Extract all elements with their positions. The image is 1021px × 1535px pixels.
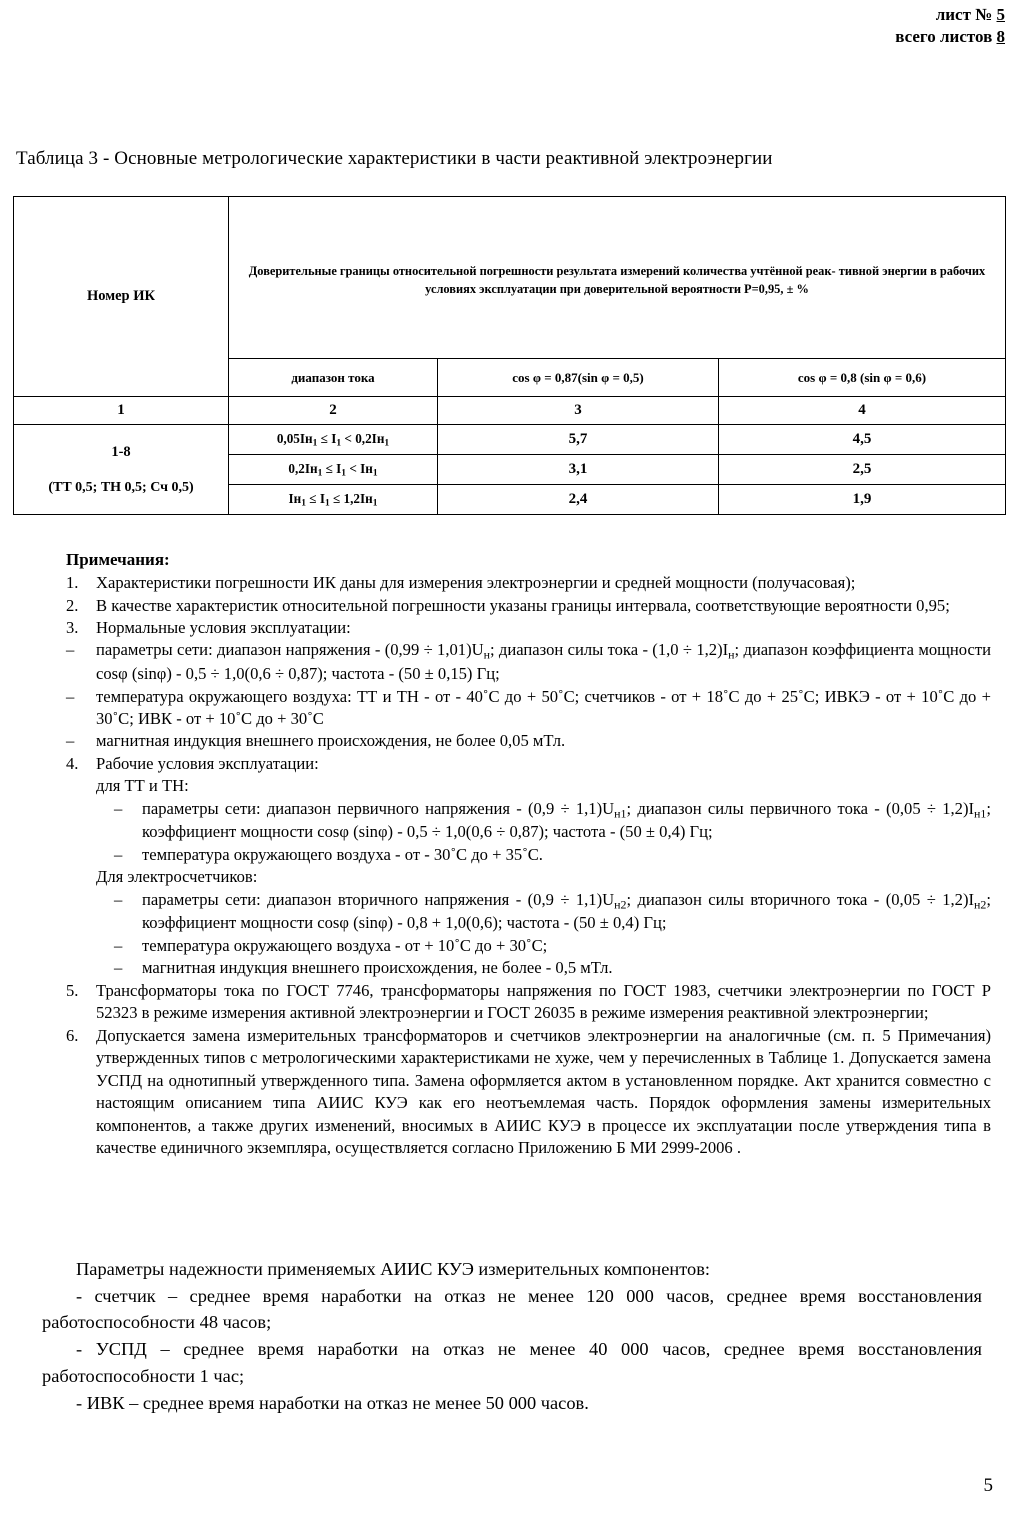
page-number: 5 [983, 1475, 993, 1496]
sheet-header [895, 4, 1005, 49]
total-sheets-line [895, 26, 1005, 48]
note-item-3 [66, 617, 991, 639]
value-cos087-cell: 5,7 [438, 425, 719, 455]
note-marker: 2. [66, 595, 79, 615]
note-text: температура окружающего воздуха: ТТ и ТН - от - 40˚С до + 50˚С; счетчиков - от + 18˚С до + 25˚С; ИВКЭ - от + 10˚С до + 30˚С; ИВК - от + 10˚С до + 30˚С [96, 686, 991, 728]
header-cell-ik-number: Номер ИК [14, 197, 229, 397]
table-header-row-main [14, 197, 1006, 359]
sheet-number-value: 5 [996, 5, 1005, 24]
note-text: Трансформаторы тока по ГОСТ 7746, трансформаторы напряжения по ГОСТ 1983, счетчики электроэнергии по ГОСТ Р 52323 в режиме измерения активной электроэнергии и ГОСТ 26035 в режиме измерения реактивной электроэнергии; [96, 980, 991, 1023]
note-marker: 3. [66, 618, 79, 637]
metrology-table [13, 196, 1006, 515]
subheader-cos-08: cos φ = 0,8 (sin φ = 0,6) [719, 359, 1006, 397]
current-range-cell: $Iн_1 \le I_1 \le 1,2Iн_1$ [229, 485, 438, 515]
note-text: Рабочие условия эксплуатации: [96, 753, 319, 773]
value-cos08-cell: 2,5 [719, 455, 1006, 485]
note-text: магнитная индукция внешнего происхождения, не более - 0,5 мТл. [142, 958, 613, 978]
note-item-6 [66, 1025, 991, 1160]
note-item-4-g2-sub-1 [114, 889, 991, 935]
note-text: Нормальные условия эксплуатации: [96, 618, 351, 637]
note-item-4 [66, 753, 991, 775]
ik-group-detail: (ТТ 0,5; ТН 0,5; Сч 0,5) [48, 480, 194, 496]
note-item-1 [66, 572, 991, 594]
column-number-4: 4 [719, 397, 1006, 425]
total-sheets-label: всего листов [895, 27, 993, 47]
table-caption: Таблица 3 - Основные метрологические характеристики в части реактивной электроэнергии [16, 148, 773, 169]
metrology-table-wrapper [13, 196, 1005, 515]
note-marker: 5. [66, 980, 79, 1000]
note-item-2 [66, 595, 991, 617]
current-range-cell: $0,05Iн_1 \le I_1 < 0,2Iн_1$ [229, 425, 438, 455]
column-number-1: 1 [14, 397, 229, 425]
reliability-ivk: - ИВК – среднее время наработки на отказ не менее 50 000 часов. [76, 1392, 589, 1413]
note-text: Характеристики погрешности ИК даны для измерения электроэнергии и средней мощности (получасовая); [96, 573, 856, 593]
table-row [14, 425, 1006, 455]
note-text: параметры сети: диапазон напряжения - $(0,99 \div 1,01)U_н$; диапазон силы тока - $(1,0 \div 1,2)I_н$; диапазон коэффициента мощности cosφ (sinφ) - 0,5 ÷ 1,0(0,6 ÷ 0,87); частота - (50 ± 0,15) Гц; [96, 640, 991, 684]
value-cos087-cell: 3,1 [438, 455, 719, 485]
note-text: Допускается замена измерительных трансформаторов и счетчиков электроэнергии на аналогичные (см. п. 5 Примечания) утвержденных типов с метрологическими характеристиками не хуже, чем у перечисленных в Таблице 1. Допускается замена УСПД на однотипный утвержденного типа. Замена оформляется актом в установленном порядке. Акт хранится совместно с настоящим описанием типа АИИС КУЭ как его неотъемлемая часть. Порядок оформления замены измерительных компонентов, а также других изменений, вносимых в АИИС КУЭ в процессе их эксплуатации после утверждения типа в качестве единичного экземпляра, осуществляется согласно Приложению Б МИ 2999-2006 . [96, 1025, 991, 1158]
current-range-cell: $0,2Iн_1 \le I_1 < Iн_1$ [229, 455, 438, 485]
header-span-line-1: Доверительные границы относительной погрешности результата измерений количества учтённой реак- [248, 263, 836, 278]
reliability-uspd: - УСПД – среднее время наработки на отказ не менее 40 000 часов, среднее время восстановления работоспособности 1 час; [42, 1339, 982, 1386]
note-text: температура окружающего воздуха - от - 30˚С до + 35˚С. [142, 844, 543, 864]
header-span-line-2: тивной энергии в рабочих условиях эксплуатации при доверительной вероятности Р=0,95, ± % [425, 263, 986, 296]
sheet-number-line [895, 4, 1005, 26]
note-item-4-g1-sub-1 [114, 798, 991, 844]
value-cos087-cell: 2,4 [438, 485, 719, 515]
note-item-5 [66, 980, 991, 1025]
note-dash-marker: – [114, 798, 123, 818]
note-item-4-g2-sub-2 [114, 935, 991, 957]
ik-group-number: 1-8 [111, 443, 131, 460]
note-dash-marker: – [114, 935, 123, 955]
note-dash-marker: – [66, 731, 75, 751]
notes-section [66, 548, 991, 1160]
note-dash-marker: – [114, 889, 123, 909]
note-item-4-g1-sub-2 [114, 844, 991, 866]
note-text: магнитная индукция внешнего происхождения, не более 0,05 мТл. [96, 731, 566, 751]
sheet-label: лист № [935, 5, 993, 24]
note-text: параметры сети: диапазон первичного напряжения - $(0,9 \div 1,1)U_{н1}$; диапазон силы первичного тока - $(0,05 \div 1,2)I_{н1}$; коэффициент мощности cosφ (sinφ) - 0,5 ÷ 1,0(0,6 ÷ 0,87); частота - (50 ± 0,4) Гц; [142, 798, 991, 842]
reliability-section [42, 1256, 982, 1417]
note-item-3-sub-1 [66, 639, 991, 685]
notes-title: Примечания: [66, 550, 170, 569]
note-item-4-g2-sub-3 [114, 957, 991, 979]
reliability-meter: - счетчик – среднее время наработки на отказ не менее 120 000 часов, среднее время восстановления работоспособности 48 часов; [42, 1286, 982, 1333]
table-column-number-row [14, 397, 1006, 425]
subheader-current-range: диапазон тока [229, 359, 438, 397]
subheader-cos-087: cos φ = 0,87(sin φ = 0,5) [438, 359, 719, 397]
value-cos08-cell: 1,9 [719, 485, 1006, 515]
reliability-intro: Параметры надежности применяемых АИИС КУЭ измерительных компонентов: [76, 1259, 711, 1279]
value-cos08-cell: 4,5 [719, 425, 1006, 455]
column-number-3: 3 [438, 397, 719, 425]
note-dash-marker: – [66, 640, 75, 660]
ik-group-cell [14, 425, 229, 515]
note-item-3-sub-2 [66, 686, 991, 731]
note-dash-marker: – [114, 844, 123, 864]
note-marker: 4. [66, 753, 79, 773]
header-cell-confidence-limits [229, 197, 1006, 359]
note-item-4-group-2-title: Для электросчетчиков: [96, 867, 258, 887]
note-item-3-sub-3 [66, 730, 991, 752]
note-dash-marker: – [66, 686, 75, 706]
column-number-2: 2 [229, 397, 438, 425]
note-item-4-group-1-title: для ТТ и ТН: [96, 776, 189, 796]
note-marker: 6. [66, 1025, 79, 1045]
note-text: параметры сети: диапазон вторичного напряжения - $(0,9 \div 1,1)U_{н2}$; диапазон силы вторичного тока - $(0,05 \div 1,2)I_{н2}$; коэффициент мощности cosφ (sinφ) - 0,8 + 1,0(0,6); частота - (50 ± 0,4) Гц; [142, 889, 991, 933]
note-text: В качестве характеристик относительной погрешности указаны границы интервала, соответствующие вероятности 0,95; [96, 595, 950, 615]
note-text: температура окружающего воздуха - от + 10˚С до + 30˚С; [142, 935, 548, 955]
note-dash-marker: – [114, 958, 123, 978]
total-sheets-value: 8 [996, 27, 1005, 47]
note-marker: 1. [66, 573, 79, 593]
